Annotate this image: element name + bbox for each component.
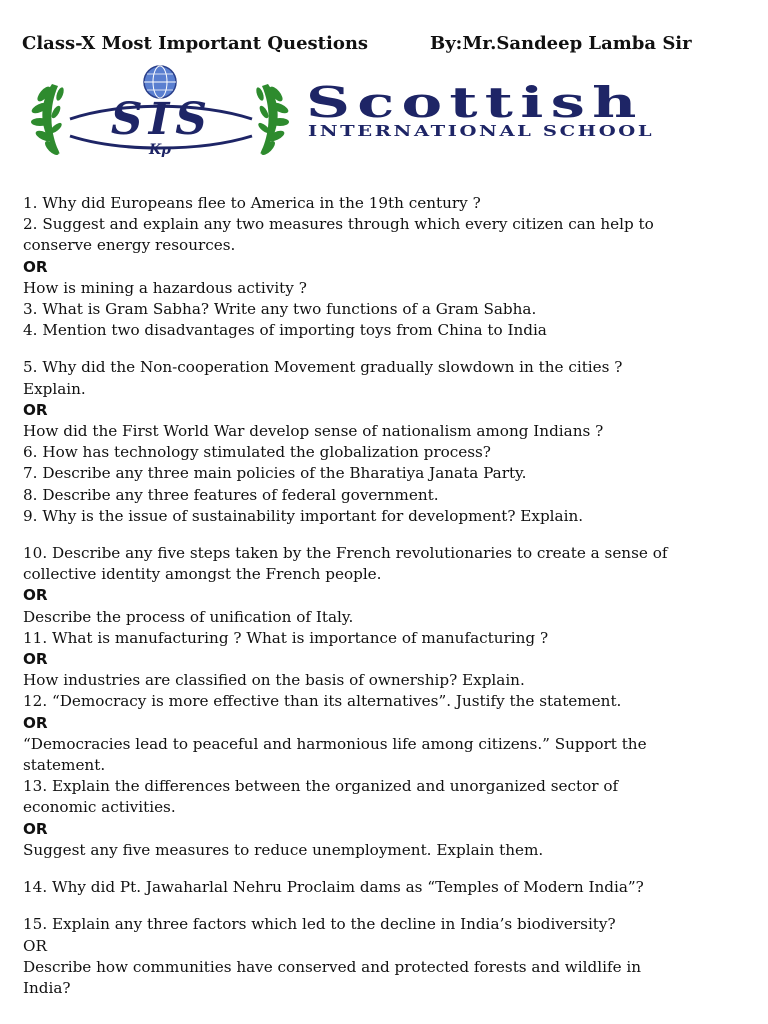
- class-title: Class-X Most Important Questions: [22, 33, 369, 54]
- or-label: OR: [23, 819, 48, 838]
- logo-initials: SIS: [110, 94, 214, 145]
- question-15-alternative-line-1: Describe how communities have conserved and protected forests and wildlife in: [23, 957, 642, 976]
- question-3: 3. What is Gram Sabha? Write any two functions of a Gram Sabha.: [23, 300, 537, 319]
- or-label: OR: [23, 400, 48, 419]
- question-15-alternative-line-2: India?: [23, 978, 71, 997]
- or-label: OR: [23, 257, 48, 276]
- question-10-line-1: 10. Describe any five steps taken by the French revolutionaries to create a sense of: [23, 544, 668, 563]
- or-label: OR: [23, 936, 47, 955]
- question-2-alternative: How is mining a hazardous activity ?: [23, 278, 307, 297]
- question-13-alternative: Suggest any five measures to reduce unemployment. Explain them.: [23, 840, 544, 859]
- logo-subtext: Kp: [149, 142, 171, 158]
- or-label: OR: [23, 713, 48, 732]
- school-name: Scottish: [306, 78, 644, 127]
- question-1: 1. Why did Europeans flee to America in the 19th century ?: [23, 194, 481, 212]
- question-14: 14. Why did Pt. Jawaharlal Nehru Proclaim dams as “Temples of Modern India”?: [23, 878, 644, 897]
- question-9: 9. Why is the issue of sustainability important for development? Explain.: [23, 506, 584, 525]
- question-10-alternative: Describe the process of unification of Italy.: [23, 607, 354, 626]
- question-list: [23, 193, 753, 999]
- question-5-line-1: 5. Why did the Non-cooperation Movement gradually slowdown in the cities ?: [23, 358, 623, 377]
- question-4: 4. Mention two disadvantages of importing toys from China to India: [23, 321, 547, 340]
- or-label: OR: [23, 586, 48, 605]
- question-11: 11. What is manufacturing ? What is importance of manufacturing ?: [23, 628, 549, 647]
- question-12: 12. “Democracy is more effective than its alternatives”. Justify the statement.: [23, 692, 622, 711]
- school-logo: [30, 64, 720, 164]
- question-10-line-2: collective identity amongst the French people.: [23, 565, 382, 584]
- question-13-line-2: economic activities.: [23, 798, 176, 817]
- question-7: 7. Describe any three main policies of the Bharatiya Janata Party.: [23, 464, 527, 483]
- question-2-line-1: 2. Suggest and explain any two measures through which every citizen can help to: [23, 215, 654, 234]
- question-12-alternative-line-2: statement.: [23, 756, 106, 775]
- or-label: OR: [23, 650, 48, 669]
- author-byline: By:Mr.Sandeep Lamba Sir: [430, 33, 692, 54]
- question-11-alternative: How industries are classified on the basis of ownership? Explain.: [23, 671, 525, 690]
- question-5-line-2: Explain.: [23, 379, 86, 398]
- question-2-line-2: conserve energy resources.: [23, 236, 236, 255]
- school-subtitle: INTERNATIONAL SCHOOL: [308, 122, 655, 140]
- question-6: 6. How has technology stimulated the globalization process?: [23, 443, 491, 462]
- left-laurel-icon: [30, 84, 65, 157]
- question-8: 8. Describe any three features of federal government.: [23, 485, 439, 504]
- question-5-alternative: How did the First World War develop sense of nationalism among Indians ?: [23, 422, 604, 441]
- question-12-alternative-line-1: “Democracies lead to peaceful and harmonious life among citizens.” Support the: [23, 734, 647, 753]
- question-15: 15. Explain any three factors which led to the decline in India’s biodiversity?: [23, 915, 616, 934]
- question-13-line-1: 13. Explain the differences between the organized and unorganized sector of: [23, 777, 619, 796]
- right-laurel-icon: [255, 84, 290, 157]
